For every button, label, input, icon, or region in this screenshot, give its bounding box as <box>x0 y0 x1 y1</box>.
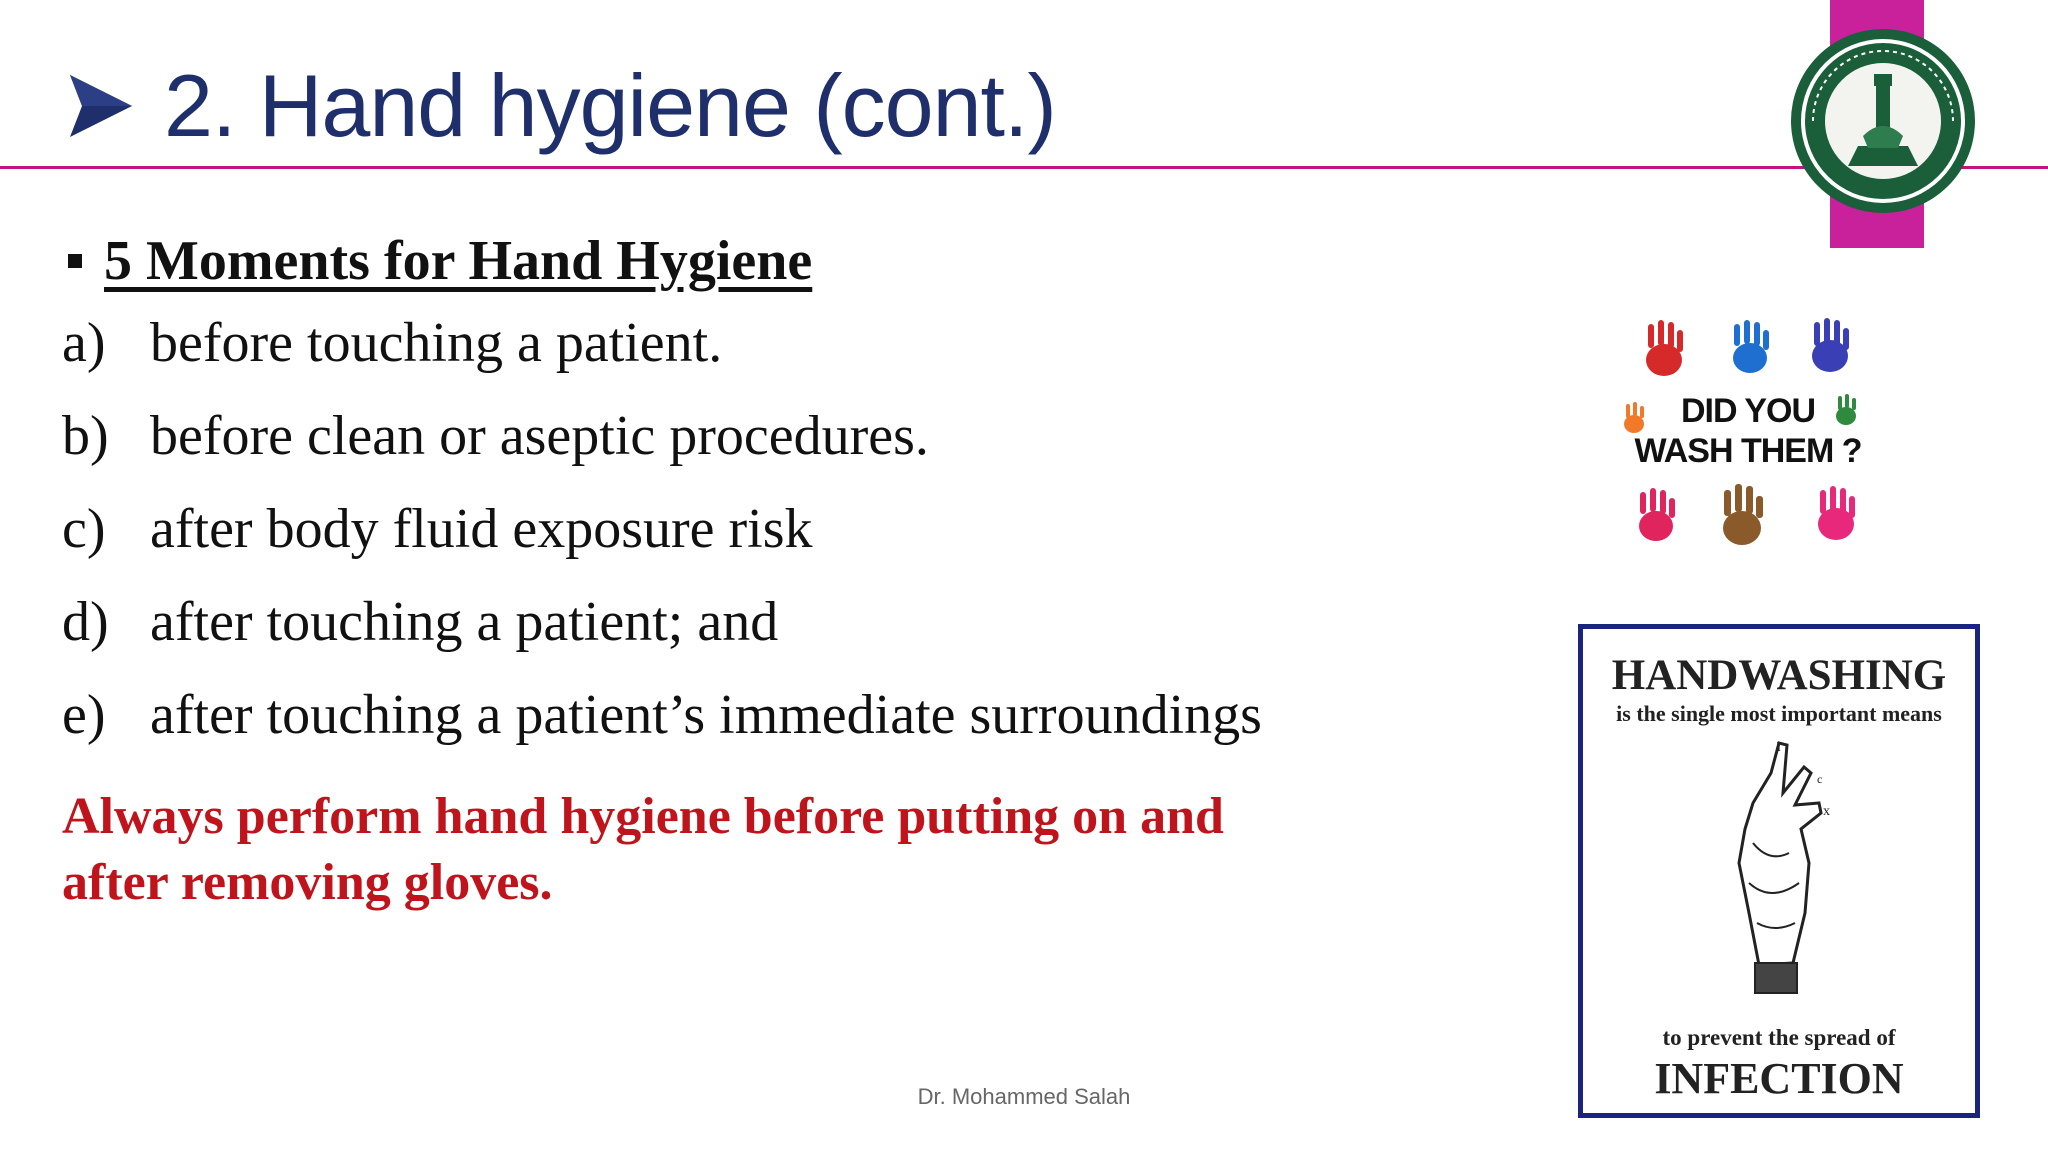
list-item: a) before touching a patient. <box>62 311 723 374</box>
hands-caption-line2: WASH THEM ? <box>1634 432 1862 470</box>
slide-title-text: 2. Hand hygiene (cont.) <box>164 56 1056 155</box>
poster-footline: INFECTION <box>1654 1054 1904 1103</box>
poster-subline: is the single most important means <box>1616 701 1942 726</box>
svg-text:c: c <box>1817 772 1823 786</box>
handprint-icon <box>1646 320 1683 376</box>
slide-title <box>66 46 1056 166</box>
list-item: e) after touching a patient’s immediate surroundings <box>62 683 1262 746</box>
poster-subline2: to prevent the spread of <box>1662 1025 1896 1050</box>
did-you-wash-them-image <box>1612 316 1884 562</box>
list-item: b) before clean or aseptic procedures. <box>62 404 929 467</box>
footer-author: Dr. Mohammed Salah <box>917 1084 1131 1109</box>
moments-list <box>62 226 1402 761</box>
list-item: d) after touching a patient; and <box>62 590 779 653</box>
arrow-bullet-icon <box>66 71 136 141</box>
gloves-note: Always perform hand hygiene before putting on and after removing gloves. <box>62 788 1224 911</box>
svg-text:ï: ï <box>1777 740 1781 755</box>
handwashing-poster <box>1578 624 1980 1118</box>
poster-headline: HANDWASHING <box>1611 652 1947 699</box>
list-heading: 5 Moments for Hand Hygiene <box>62 226 1402 296</box>
svg-text:x: x <box>1823 804 1830 819</box>
list-item: c) after body fluid exposure risk <box>62 497 813 560</box>
hands-caption-line1: DID YOU <box>1680 392 1816 430</box>
square-bullet-icon <box>68 254 82 268</box>
faculty-logo <box>1788 26 1978 216</box>
title-divider <box>0 166 2048 169</box>
hand-sign-icon <box>1709 733 1859 1003</box>
